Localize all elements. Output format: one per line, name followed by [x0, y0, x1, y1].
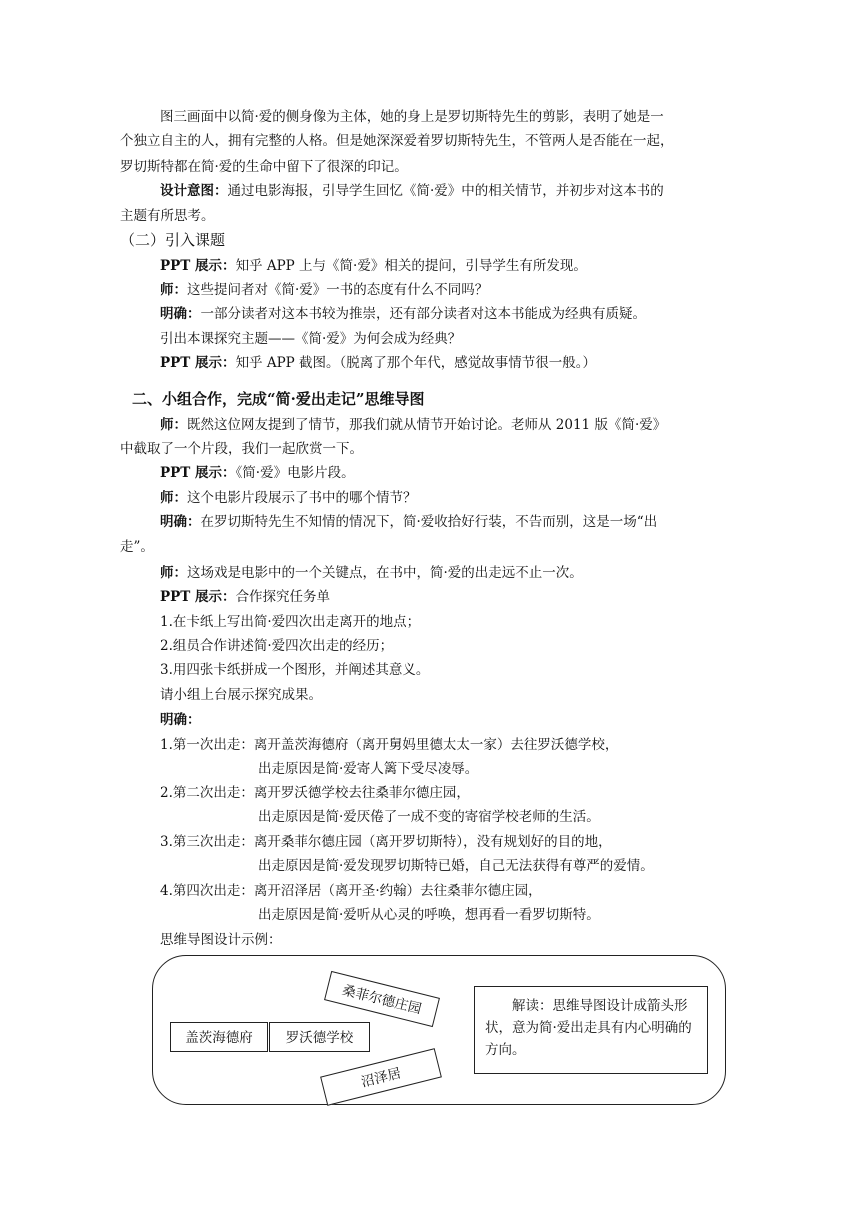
- teacher-text: 这个电影片段展示了书中的哪个情节？: [187, 490, 417, 506]
- part-heading: 二、小组合作，完成“简·爱出走记”思维导图: [132, 390, 425, 408]
- card-gateshead: 盖茨海德府: [170, 1022, 268, 1052]
- ppt-text: 合作探究任务单: [235, 589, 331, 605]
- teacher-text: 这场戏是电影中的一个关键点，在书中，简·爱的出走远不止一次。: [187, 565, 583, 581]
- intro-text: 引出本课探究主题——《简·爱》为何会成为经典？: [160, 331, 462, 347]
- ppt-text: 《简·爱》电影片段。: [235, 465, 355, 481]
- intro-text: 知乎 APP 截图。（脱离了那个年代，感觉故事情节很一般。）: [235, 355, 597, 371]
- teacher-label: 师：: [160, 417, 187, 433]
- intro-label: 师：: [160, 282, 187, 298]
- teacher-line: [160, 414, 666, 436]
- clarify-label: 明确：: [160, 712, 201, 728]
- departure-reason: 出走原因是简·爱发现罗切斯特已婚，自己无法获得有尊严的爱情。: [258, 858, 654, 874]
- departure-reason: 出走原因是简·爱听从心灵的呼唤，想再看一看罗切斯特。: [258, 907, 600, 923]
- design-intent: [160, 180, 664, 202]
- task-item: 2.组员合作讲述简·爱四次出走的经历；: [160, 638, 394, 654]
- departure-text: 离开桑菲尔德庄园（离开罗切斯特），没有规划好的目的地，: [253, 834, 612, 850]
- ppt-label: PPT 展示：: [160, 589, 236, 605]
- teacher-line: [160, 562, 583, 584]
- departure-item: [160, 734, 618, 756]
- departure-head: 2.第二次出走：: [160, 785, 254, 801]
- departure-item: [160, 880, 542, 902]
- departure-item: [160, 831, 612, 853]
- ppt-line: [160, 586, 330, 608]
- intro-label: PPT 展示：: [160, 258, 236, 274]
- departure-head: 1.第一次出走：: [160, 737, 254, 753]
- design-intent-text: 通过电影海报，引导学生回忆《简·爱》中的相关情节，并初步对这本书的: [227, 183, 664, 199]
- clarify-label: 明确：: [160, 514, 201, 530]
- intro-line: [160, 328, 461, 350]
- intro-text: 知乎 APP 上与《简·爱》相关的提问，引导学生有所发现。: [235, 258, 587, 274]
- teacher-text: 既然这位网友提到了情节，那我们就从情节开始讨论。老师从 2011 版《简·爱》: [187, 417, 667, 433]
- mindmap-frame: [152, 955, 726, 1105]
- intro-line: [160, 303, 646, 325]
- departure-text: 离开沼泽居（离开圣·约翰）去往桑菲尔德庄园，: [253, 883, 542, 899]
- paragraph-line: 主题有所思考。: [120, 208, 215, 224]
- card-lowood: 罗沃德学校: [269, 1022, 370, 1052]
- ppt-line: [160, 462, 355, 484]
- mindmap-explanation: 解读：思维导图设计成箭头形状，意为简·爱出走具有内心明确的方向。: [474, 986, 708, 1074]
- departure-head: 3.第三次出走：: [160, 834, 254, 850]
- paragraph-line: 罗切斯特都在简·爱的生命中留下了很深的印记。: [120, 159, 408, 175]
- departure-text: 离开罗沃德学校去往桑菲尔德庄园，: [253, 785, 470, 801]
- card-thornfield: 桑菲尔德庄园: [324, 971, 440, 1027]
- intro-line: [160, 352, 596, 374]
- departure-item: [160, 782, 470, 804]
- teacher-line: [160, 487, 417, 509]
- paragraph-line: 走”。: [120, 539, 154, 555]
- section-heading: （二）引入课题: [120, 231, 226, 249]
- intro-label: 明确：: [160, 306, 201, 322]
- intro-label: PPT 展示：: [160, 355, 236, 371]
- clarify-line: [160, 511, 657, 533]
- design-intent-label: 设计意图：: [160, 183, 228, 199]
- task-item: 1.在卡纸上写出简·爱四次出走离开的地点；: [160, 614, 421, 630]
- intro-text: 一部分读者对这本书较为推崇，还有部分读者对这本书能成为经典有质疑。: [200, 306, 646, 322]
- intro-line: [160, 255, 587, 277]
- teacher-label: 师：: [160, 565, 187, 581]
- paragraph-line: 中截取了一个片段，我们一起欣赏一下。: [120, 441, 363, 457]
- card-moor-house: 沼泽居: [320, 1048, 442, 1106]
- task-item: 3.用四张卡纸拼成一个图形，并阐述其意义。: [160, 662, 430, 678]
- departure-reason: 出走原因是简·爱厌倦了一成不变的寄宿学校老师的生活。: [258, 809, 600, 825]
- paragraph-line: 图三画面中以简·爱的侧身像为主体，她的身上是罗切斯特先生的剪影，表明了她是一: [160, 109, 664, 125]
- intro-line: [160, 279, 488, 301]
- departure-head: 4.第四次出走：: [160, 883, 254, 899]
- present-line: 请小组上台展示探究成果。: [160, 687, 322, 703]
- ppt-label: PPT 展示：: [160, 465, 236, 481]
- paragraph-line: 个独立自主的人，拥有完整的人格。但是她深深爱着罗切斯特先生，不管两人是否能在一起，: [120, 133, 674, 149]
- clarify-text: 在罗切斯特先生不知情的情况下，简·爱收拾好行装，不告而别，这是一场“出: [200, 514, 658, 530]
- mindmap-caption: 思维导图设计示例：: [160, 932, 282, 948]
- intro-text: 这些提问者对《简·爱》一书的态度有什么不同吗？: [187, 282, 489, 298]
- departure-text: 离开盖茨海德府（离开舅妈里德太太一家）去往罗沃德学校，: [253, 737, 619, 753]
- departure-reason: 出走原因是简·爱寄人篱下受尽凌辱。: [258, 761, 479, 777]
- teacher-label: 师：: [160, 490, 187, 506]
